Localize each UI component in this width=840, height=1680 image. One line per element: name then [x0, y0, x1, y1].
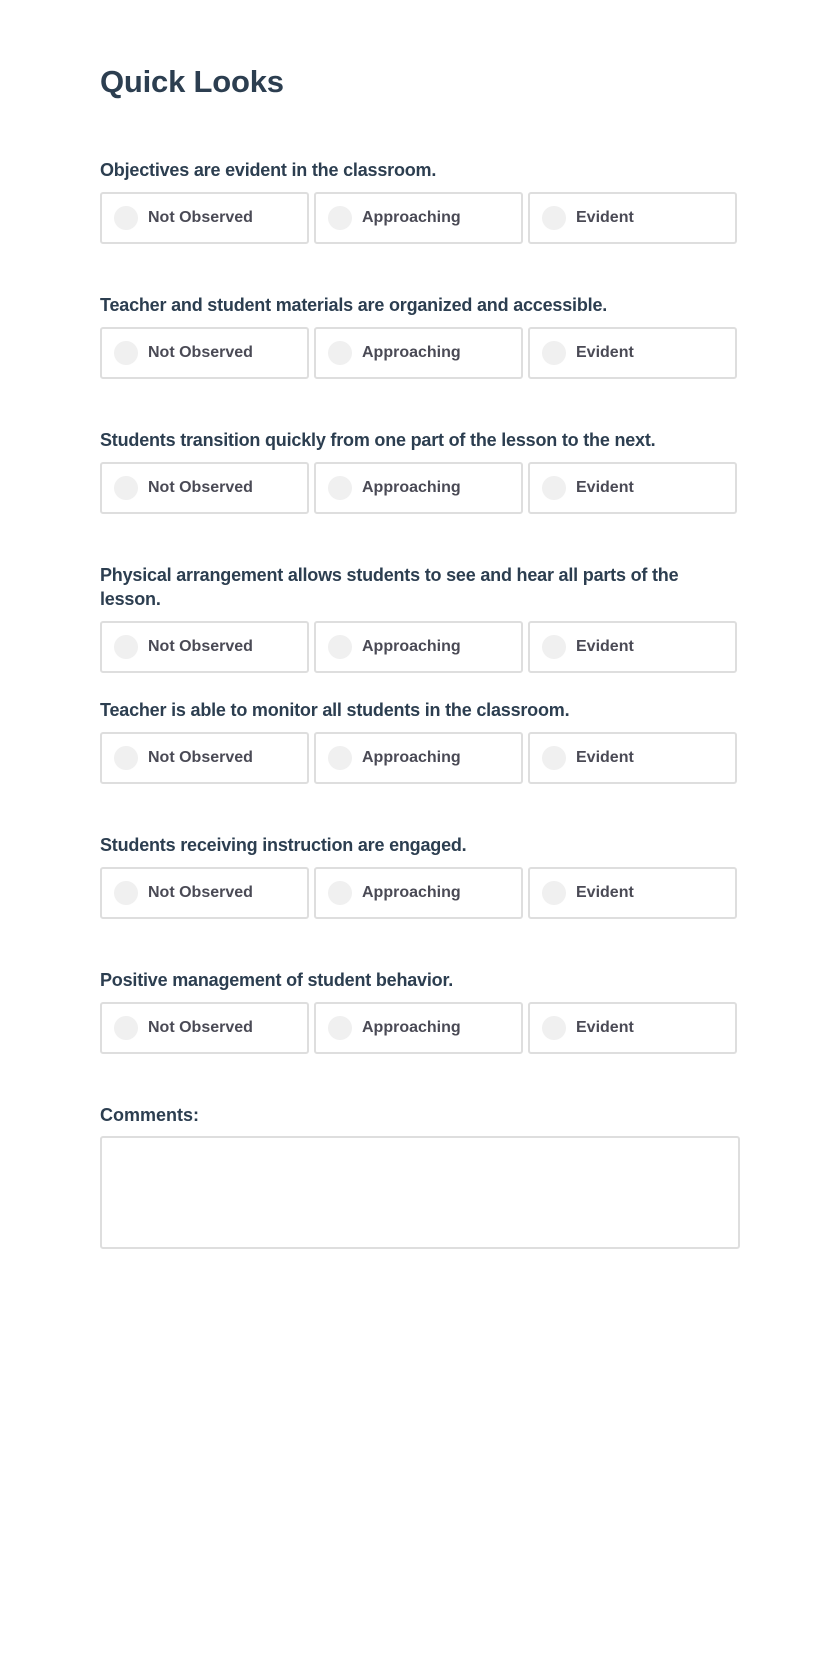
option-evident[interactable] [528, 621, 737, 673]
option-label: Evident [576, 344, 634, 361]
option-label: Evident [576, 1019, 634, 1036]
question-monitor [100, 698, 740, 833]
option-label: Not Observed [148, 884, 253, 901]
option-evident[interactable] [528, 462, 737, 514]
question-behavior [100, 968, 740, 1103]
question-transition [100, 428, 740, 563]
option-group [100, 621, 740, 673]
question-label: Teacher is able to monitor all students in the classroom. [100, 700, 570, 720]
radio-circle-icon[interactable] [328, 1016, 352, 1040]
radio-circle-icon[interactable] [328, 881, 352, 905]
option-group [100, 192, 740, 244]
radio-circle-icon[interactable] [114, 635, 138, 659]
radio-circle-icon[interactable] [328, 476, 352, 500]
option-group [100, 867, 740, 919]
radio-circle-icon[interactable] [328, 341, 352, 365]
option-evident[interactable] [528, 327, 737, 379]
radio-circle-icon[interactable] [328, 746, 352, 770]
option-not-observed[interactable] [100, 732, 309, 784]
option-not-observed[interactable] [100, 867, 309, 919]
radio-circle-icon[interactable] [542, 476, 566, 500]
option-label: Evident [576, 749, 634, 766]
option-label: Not Observed [148, 749, 253, 766]
option-label: Not Observed [148, 638, 253, 655]
question-objectives [100, 158, 740, 293]
radio-circle-icon[interactable] [114, 206, 138, 230]
option-approaching[interactable] [314, 867, 523, 919]
radio-circle-icon[interactable] [542, 746, 566, 770]
option-label: Approaching [362, 749, 461, 766]
option-group [100, 327, 740, 379]
option-group [100, 1002, 740, 1054]
question-physical-arrangement [100, 563, 740, 698]
radio-circle-icon[interactable] [328, 206, 352, 230]
option-label: Approaching [362, 884, 461, 901]
comments-label: Comments: [100, 1105, 200, 1125]
radio-circle-icon[interactable] [542, 1016, 566, 1040]
option-label: Evident [576, 638, 634, 655]
comments-textarea[interactable] [100, 1136, 740, 1249]
radio-circle-icon[interactable] [328, 635, 352, 659]
option-label: Approaching [362, 344, 461, 361]
option-approaching[interactable] [314, 732, 523, 784]
page-title: Quick Looks [100, 64, 284, 99]
question-label: Students receiving instruction are engaged. [100, 835, 467, 855]
question-label: Objectives are evident in the classroom. [100, 160, 437, 180]
question-label: Positive management of student behavior. [100, 970, 454, 990]
option-label: Approaching [362, 479, 461, 496]
question-label: Students transition quickly from one part of the lesson to the next. [100, 430, 656, 450]
question-engaged [100, 833, 740, 968]
option-group [100, 732, 740, 784]
option-approaching[interactable] [314, 621, 523, 673]
question-label: Physical arrangement allows students to see and hear all parts of the lesson. [100, 565, 679, 609]
option-not-observed[interactable] [100, 1002, 309, 1054]
radio-circle-icon[interactable] [542, 635, 566, 659]
option-label: Approaching [362, 638, 461, 655]
option-not-observed[interactable] [100, 621, 309, 673]
option-label: Evident [576, 479, 634, 496]
radio-circle-icon[interactable] [542, 881, 566, 905]
option-approaching[interactable] [314, 327, 523, 379]
option-label: Evident [576, 884, 634, 901]
option-evident[interactable] [528, 867, 737, 919]
option-label: Not Observed [148, 1019, 253, 1036]
question-list [100, 158, 740, 1103]
option-approaching[interactable] [314, 192, 523, 244]
question-materials [100, 293, 740, 428]
option-not-observed[interactable] [100, 192, 309, 244]
option-evident[interactable] [528, 732, 737, 784]
option-approaching[interactable] [314, 1002, 523, 1054]
option-not-observed[interactable] [100, 327, 309, 379]
option-evident[interactable] [528, 1002, 737, 1054]
option-label: Approaching [362, 1019, 461, 1036]
radio-circle-icon[interactable] [542, 341, 566, 365]
option-approaching[interactable] [314, 462, 523, 514]
radio-circle-icon[interactable] [542, 206, 566, 230]
option-label: Not Observed [148, 344, 253, 361]
option-label: Not Observed [148, 479, 253, 496]
option-label: Evident [576, 209, 634, 226]
radio-circle-icon[interactable] [114, 1016, 138, 1040]
option-label: Approaching [362, 209, 461, 226]
option-evident[interactable] [528, 192, 737, 244]
radio-circle-icon[interactable] [114, 476, 138, 500]
option-label: Not Observed [148, 209, 253, 226]
radio-circle-icon[interactable] [114, 341, 138, 365]
option-group [100, 462, 740, 514]
question-label: Teacher and student materials are organized and accessible. [100, 295, 608, 315]
radio-circle-icon[interactable] [114, 881, 138, 905]
radio-circle-icon[interactable] [114, 746, 138, 770]
option-not-observed[interactable] [100, 462, 309, 514]
comments-section [100, 1103, 740, 1249]
